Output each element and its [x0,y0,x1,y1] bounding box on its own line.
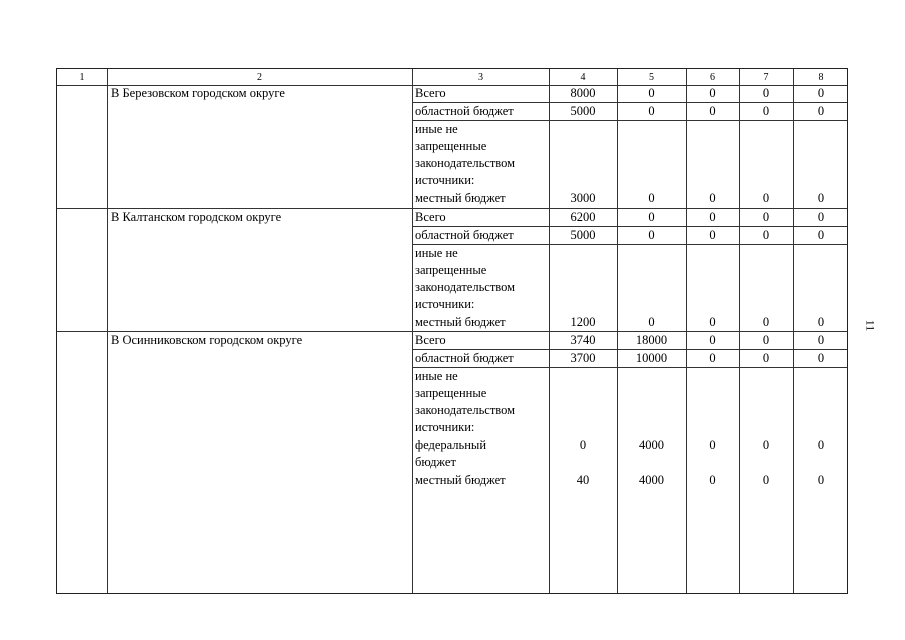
cell-value: 0 [762,333,770,347]
cell-value: 0 [709,210,716,224]
header-col-2: 2 [257,72,262,83]
cell-value: 5000 [570,228,596,242]
row-label-oblast: областной бюджет [415,228,514,242]
header-col-6: 6 [710,72,715,83]
header-col-1: 1 [79,72,85,83]
section-title: В Осинниковском городском округе [111,333,303,347]
cell-value: 0 [709,333,716,347]
row-label-total: Всего [415,333,446,347]
row-label-oblast: областной бюджет [415,104,514,118]
cell-value: 0 [762,191,770,205]
cell-value: 0 [762,228,770,242]
budget-table [56,68,848,594]
cell-value: 0 [817,191,825,205]
section-title: В Калтанском городском округе [111,210,282,224]
cell-value: 0 [817,351,825,365]
cell-value: 10000 [635,351,668,365]
cell-value: 6200 [570,210,596,224]
section-title: В Березовском городском округе [111,86,285,100]
cell-value: 0 [817,333,825,347]
row-label-oblast: областной бюджет [415,351,514,365]
cell-value: 0 [817,210,825,224]
cell-value: 0 [709,315,716,329]
cell-value: 0 [648,104,655,118]
cell-value: 0 [648,315,655,329]
cell-value: 3740 [570,333,596,347]
row-label-other: законодательством [415,280,516,294]
header-col-7: 7 [763,72,769,83]
cell-value: 0 [709,191,716,205]
cell-value: 0 [817,104,825,118]
row-label-other: источники: [415,297,475,311]
row-label-other: законодательством [415,403,516,417]
cell-value: 1200 [570,315,596,329]
cell-value: 0 [709,228,716,242]
cell-value: 3000 [570,191,596,205]
cell-value: 0 [817,473,825,487]
cell-value: 0 [762,351,770,365]
row-label-other: источники: [415,173,475,187]
row-divider [412,120,847,121]
row-label-other: запрещенные [415,139,487,153]
cell-value: 0 [709,438,716,452]
cell-value: 0 [817,228,825,242]
cell-value: 0 [762,438,770,452]
row-label-federal: федеральный [415,438,487,452]
cell-value: 0 [648,191,655,205]
cell-value: 8000 [570,86,596,100]
cell-value: 0 [817,86,825,100]
cell-value: 40 [576,473,590,487]
header-col-8: 8 [818,72,824,83]
cell-value: 0 [648,210,655,224]
row-label-other: запрещенные [415,263,487,277]
row-label-other: источники: [415,420,475,434]
header-col-4: 4 [580,72,586,83]
cell-value: 0 [648,228,655,242]
row-label-local: местный бюджет [415,473,506,487]
cell-value: 5000 [570,104,596,118]
row-label-total: Всего [415,86,446,100]
cell-value: 18000 [635,333,668,347]
row-label-local: местный бюджет [415,191,506,205]
cell-value: 0 [762,315,770,329]
cell-value: 0 [648,86,655,100]
cell-value: 0 [762,86,770,100]
cell-value: 0 [709,473,716,487]
cell-value: 0 [762,104,770,118]
row-label-other: законодательством [415,156,516,170]
row-label-other: иные не [415,122,458,136]
cell-value: 0 [817,438,825,452]
row-label-federal: бюджет [415,455,456,469]
row-label-other: запрещенные [415,386,487,400]
page-number: 11 [863,319,878,332]
row-label-other: иные не [415,246,458,260]
cell-value: 4000 [639,438,664,452]
cell-value: 0 [709,351,716,365]
cell-value: 0 [709,104,716,118]
header-col-3: 3 [478,72,483,83]
cell-value: 0 [762,473,770,487]
row-divider [412,244,847,245]
cell-value: 0 [709,86,716,100]
row-divider [412,367,847,368]
cell-value: 4000 [639,473,664,487]
cell-value: 0 [817,315,825,329]
cell-value: 0 [579,438,587,452]
cell-value: 0 [762,210,770,224]
row-label-other: иные не [415,369,458,383]
cell-value: 3700 [570,351,596,365]
row-label-total: Всего [415,210,446,224]
header-col-5: 5 [649,72,654,83]
row-label-local: местный бюджет [415,315,506,329]
